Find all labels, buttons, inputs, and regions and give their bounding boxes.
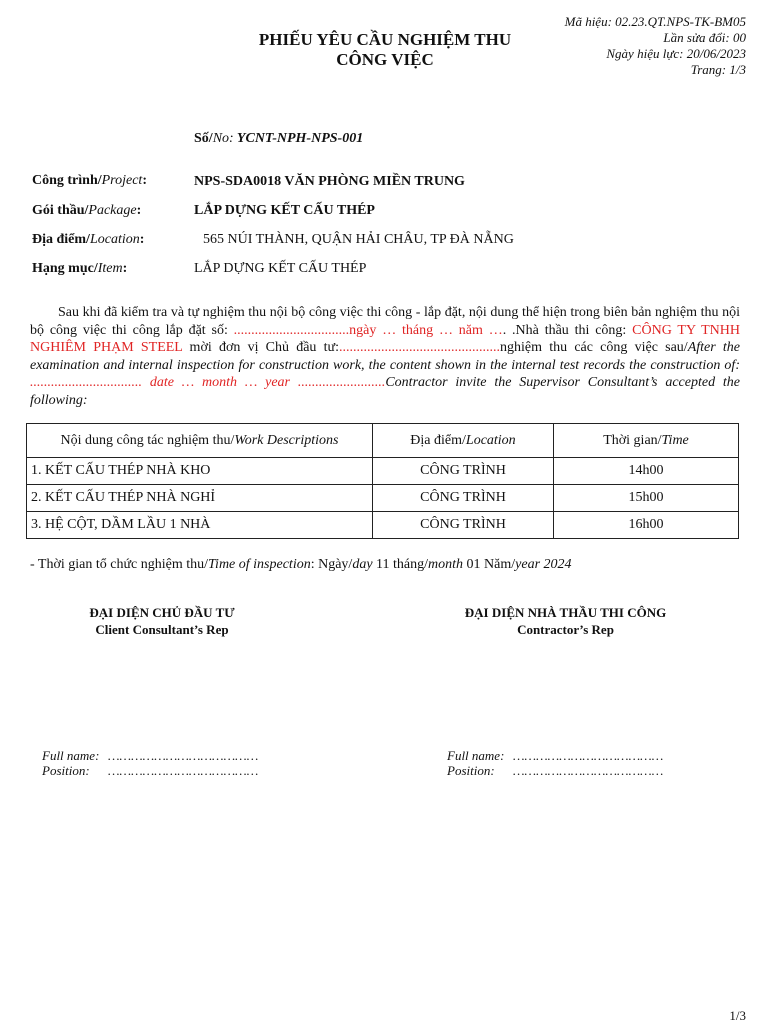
cell-time: 16h00 (554, 512, 739, 539)
header-location: Địa điểm/Location (373, 424, 554, 458)
intro-text-3: mời đơn vị Chủ đầu tư: (182, 340, 340, 355)
revision: Lần sửa đổi: 00 (663, 30, 746, 45)
header-time: Thời gian/Time (554, 424, 739, 458)
client-position-label: Position: (42, 763, 90, 778)
field-label-project: Công trình/Project: (32, 173, 147, 188)
client-full-name-label: Full name: (42, 748, 100, 763)
client-rep-heading (40, 604, 284, 638)
cell-location: CÔNG TRÌNH (373, 485, 554, 512)
doc-number-label-en: No: (212, 131, 234, 146)
title-line-1: PHIẾU YÊU CẦU NGHIỆM THU (258, 30, 512, 49)
intro-dots-3: ................................ (30, 375, 142, 390)
table-header-row (27, 424, 739, 458)
intro-text-2: . .Nhà thầu thi công: (502, 322, 633, 338)
contractor-rep-subtitle: Contractor’s Rep (517, 622, 614, 637)
field-value-package: LẮP DỰNG KẾT CẤU THÉP (194, 203, 375, 218)
field-value-item: LẮP DỰNG KẾT CẤU THÉP (194, 261, 367, 276)
intro-text-1: Sau khi đã kiểm tra và tự nghiệm thu nội bộ công việc thi công - lắp đặt, nội dung thể hiện trong biên bản nghiệm thu nội bộ công việc thi công lắp đặt số: (30, 305, 740, 338)
works-table (26, 423, 739, 539)
intro-english-1: After the examination and internal inspection for construction work, the content shown in the internal test records the construction of: (30, 340, 740, 373)
title-line-2: CÔNG VIỆC (336, 50, 434, 69)
footer-page-number: 1/3 (729, 1008, 746, 1023)
cell-location: CÔNG TRÌNH (373, 512, 554, 539)
field-label-item: Hạng mục/Item: (32, 261, 128, 276)
inspection-time: - Thời gian tổ chức nghiệm thu/Time of inspection: Ngày/day 11 tháng/month 01 Năm/year 2024 (30, 557, 572, 572)
client-signature-block (42, 748, 258, 778)
client-rep-subtitle: Client Consultant’s Rep (95, 622, 229, 637)
contractor-rep-title: ĐẠI DIỆN NHÀ THẦU THI CÔNG (464, 605, 667, 620)
field-value-project: NPS-SDA0018 VĂN PHÒNG MIỀN TRUNG (194, 174, 465, 189)
table-row (27, 485, 739, 512)
cell-location: CÔNG TRÌNH (373, 458, 554, 485)
effective-date: Ngày hiệu lực: 20/06/2023 (606, 46, 746, 61)
field-label-package: Gói thầu/Package: (32, 203, 142, 218)
intro-date-vi: ngày … tháng … năm … (349, 322, 503, 338)
contractor-full-name-label: Full name: (447, 748, 505, 763)
intro-dots-4: ......................... (297, 375, 386, 390)
form-title (200, 30, 570, 70)
cell-description: 2. KẾT CẤU THÉP NHÀ NGHỈ (27, 485, 373, 512)
form-meta (565, 14, 746, 78)
doc-number-value: YCNT-NPH-NPS-001 (233, 131, 364, 146)
intro-text-4: nghiệm thu các công việc sau/ (500, 340, 688, 355)
contractor-name: CÔNG TY TNHH NGHIÊM PHẠM STEEL (30, 322, 740, 355)
field-label-location: Địa điểm/Location: (32, 232, 145, 247)
intro-paragraph (30, 304, 740, 409)
client-rep-title: ĐẠI DIỆN CHỦ ĐẦU TƯ (89, 605, 235, 620)
header-work-descriptions: Nội dung công tác nghiệm thu/Work Descriptions (27, 424, 373, 458)
contractor-full-name-dots: ………………………………… (513, 748, 664, 763)
contractor-signature-block (447, 748, 663, 778)
form-code: Mã hiệu: 02.23.QT.NPS-TK-BM05 (564, 14, 746, 29)
intro-date-en: date … month … year (142, 375, 298, 390)
contractor-position-label: Position: (447, 763, 495, 778)
document-number (194, 131, 363, 147)
cell-description: 1. KẾT CẤU THÉP NHÀ KHO (27, 458, 373, 485)
cell-time: 15h00 (554, 485, 739, 512)
table-row (27, 458, 739, 485)
contractor-rep-heading (428, 604, 703, 638)
contractor-position-dots: ………………………………… (513, 763, 664, 778)
intro-dots-1: ................................. (233, 322, 350, 338)
client-full-name-dots: ………………………………… (108, 748, 259, 763)
client-position-dots: ………………………………… (108, 763, 259, 778)
cell-time: 14h00 (554, 458, 739, 485)
doc-number-label: Số/ (194, 131, 213, 146)
table-row (27, 512, 739, 539)
field-value-location: 565 NÚI THÀNH, QUẬN HẢI CHÂU, TP ĐÀ NẴNG (203, 232, 514, 247)
intro-dots-2: .............................................. (339, 340, 501, 355)
page-indicator: Trang: 1/3 (690, 62, 746, 77)
cell-description: 3. HỆ CỘT, DẦM LẦU 1 NHÀ (27, 512, 373, 539)
intro-english-2: Contractor invite the Supervisor Consultant’s accepted the following: (30, 375, 740, 408)
